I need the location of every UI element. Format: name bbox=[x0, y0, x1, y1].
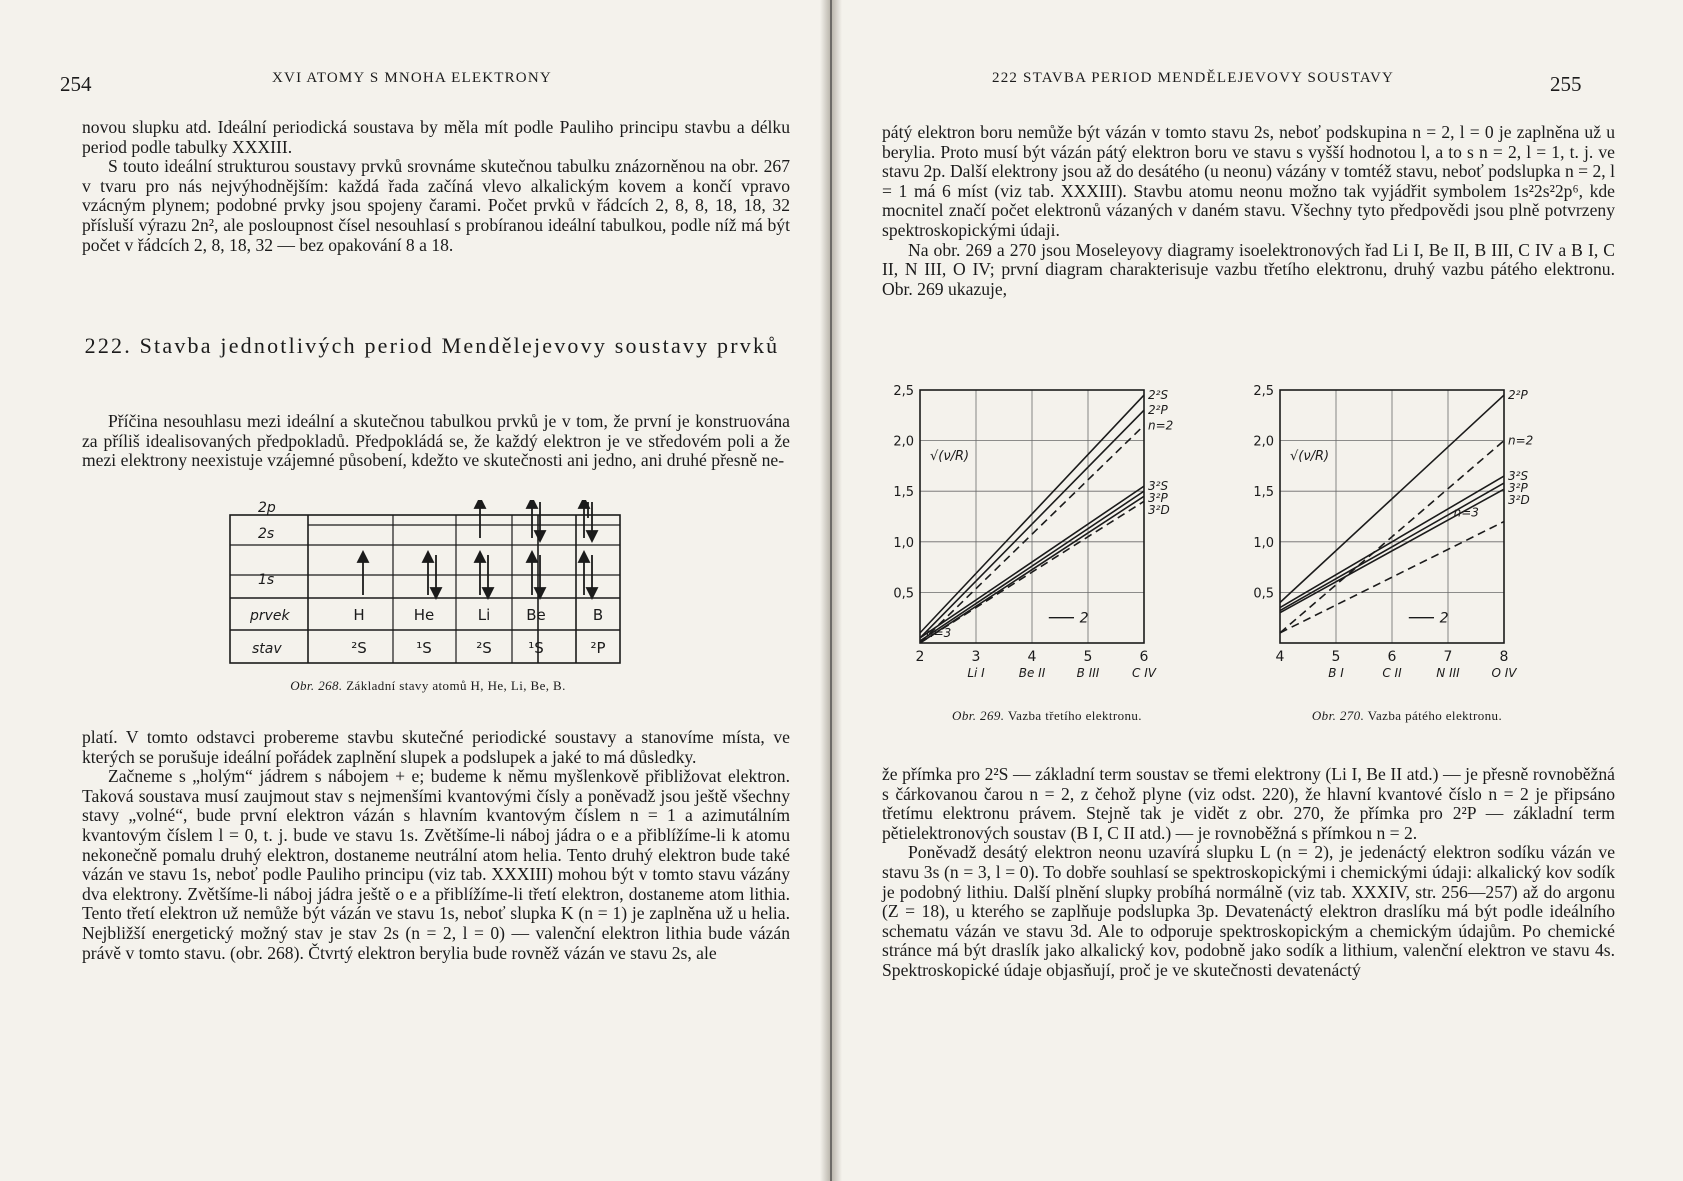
row-label-prvek: prvek bbox=[250, 608, 290, 624]
y-tick-label: 2,5 bbox=[893, 384, 914, 399]
y-tick-label: 0,5 bbox=[1253, 586, 1274, 602]
annotation-label: n=3 bbox=[1453, 505, 1479, 520]
section-heading: 222. Stavba jednotlivých period Mendělejevovy soustavy prvků bbox=[84, 333, 780, 358]
series-label: 3²P bbox=[1148, 491, 1168, 506]
x-category-label: C II bbox=[1382, 666, 1402, 680]
paragraph-block bbox=[82, 118, 790, 255]
state-cell: ¹S bbox=[528, 639, 544, 657]
running-head: 222 STAVBA PERIOD MENDĚLEJEVOVY SOUSTAVY bbox=[992, 70, 1395, 86]
x-tick-label: 4 bbox=[1275, 649, 1285, 665]
state-cell: ²S bbox=[476, 639, 492, 657]
x-tick-label: 8 bbox=[1499, 649, 1509, 665]
paragraph: S touto ideální strukturou soustavy prvků srovnáme skutečnou tabulku znázorněnou na obr. 267 v tvaru pro nás nejvýhodnějším: každá řada začíná vlevo alkalickým kovem a končí vpravo vzácným plynem; podobné prvky jsou spojeny čarami. Počet prvků v řádcích 2, 8, 8, 18, 18, 32 přísluší výrazu 2n², ale posloupnost čísel nesouhlasí s probíranou ideální tabulkou, podle níž má být počet v řádcích 2, 8, 18, 32 — bez opakování 8 a 18. bbox=[82, 156, 790, 255]
caption-label: Obr. 268. bbox=[290, 678, 343, 693]
element-cell: Be bbox=[526, 606, 546, 624]
paragraph: že přímka pro 2²S — základní term soustav se třemi elektrony (Li I, Be II atd.) — je přesně rovnoběžná s čárkovanou čarou n = 2, z čehož plyne (viz odst. 220), že hlavní kvantové číslo n = 2 je připsáno třetímu elektronu právem. Stejně tak je vidět z obr. 270, že přímka pro 2²P — základní term pětielektronových soustav (B I, C II atd.) — je rovnoběžná s přímkou n = 2. bbox=[882, 764, 1615, 843]
book-gutter bbox=[820, 0, 842, 1181]
figure-268-table bbox=[228, 500, 628, 670]
y-tick-label: 1,5 bbox=[1253, 485, 1274, 501]
element-cell: He bbox=[413, 606, 435, 624]
x-tick-label: 4 bbox=[1027, 649, 1037, 665]
paragraph-block bbox=[82, 412, 790, 471]
paragraph-block bbox=[882, 765, 1615, 981]
paragraph: Poněvadž desátý elektron neonu uzavírá slupku L (n = 2), je jedenáctý elektron sodíku vázán ve stavu 3s (n = 3, l = 0). To dobře souhlasí se spektroskopickými i chemickými údaji: alkalický kov sodík je podobný lithiu. Další plnění slupky probíhá normálně (viz tab. XXXIV, str. 256—257) až do argonu (Z = 18), u kterého se zaplňuje podslupka 3p. Devatenáctý elektron draslíku má být podle ideálního schematu vázán ve stavu 3d. Ale to odporuje spektroskopickým a chemickým údajům. Po chemické stránce má být draslík jako alkalický kov, podobně jako sodík a lithium, valenční elektron ve stavu 4s. Spektroskopické údaje objasňují, proč je ve skutečnosti devatenáctý bbox=[882, 842, 1615, 980]
x-tick-label: 7 bbox=[1443, 649, 1453, 665]
x-category-label: C IV bbox=[1132, 666, 1156, 680]
left-page bbox=[0, 0, 820, 1181]
state-cell: ²P bbox=[590, 639, 606, 657]
x-tick-label: 6 bbox=[1139, 649, 1149, 665]
y-tick-label: 1,0 bbox=[1253, 535, 1274, 551]
x-tick-label: 5 bbox=[1083, 649, 1093, 665]
element-cell: B bbox=[592, 606, 604, 624]
y-tick-label: 2,5 bbox=[1253, 384, 1274, 399]
x-tick-label: 5 bbox=[1331, 649, 1341, 665]
x-category-label: B I bbox=[1328, 666, 1344, 680]
page-number: 254 bbox=[60, 72, 92, 96]
x-tick-label: 2 bbox=[915, 649, 925, 665]
figure-270-caption bbox=[1242, 708, 1572, 724]
x-category-label: Be II bbox=[1018, 666, 1046, 680]
caption-label: Obr. 269. bbox=[952, 708, 1005, 723]
row-label-2p: 2p bbox=[258, 500, 276, 516]
x-category-label: O IV bbox=[1491, 666, 1517, 680]
row-label-1s: 1s bbox=[258, 572, 275, 588]
figure-269-chart bbox=[882, 378, 1212, 708]
right-page bbox=[842, 0, 1683, 1181]
state-cell: ²S bbox=[351, 639, 367, 657]
x-category-label: B III bbox=[1076, 666, 1100, 680]
x-tick-label: 3 bbox=[971, 649, 981, 665]
paragraph: Na obr. 269 a 270 jsou Moseleyovy diagramy isoelektronových řad Li I, Be II, B III, C IV a B I, C II, N III, O IV; první diagram charakterisuje vazbu třetího elektronu, druhý vazbu pátého elektronu. Obr. 269 ukazuje, bbox=[882, 239, 1615, 299]
x-category-label: Li I bbox=[967, 666, 985, 680]
series-label: 3²D bbox=[1148, 503, 1170, 518]
y-tick-label: 1,5 bbox=[893, 485, 914, 501]
series-label: 3²D bbox=[1508, 493, 1530, 508]
row-label-2s: 2s bbox=[258, 526, 275, 542]
paragraph: Začneme s „holým“ jádrem s nábojem + e; budeme k němu myšlenkově přibližovat elektron. Taková soustava musí zaujmout stav s nejmenšími kvantovými čísly a poněvadž jsou ještě všechny stavy „volné“, bude první elektron vázán s hlavním kvantovým číslem n = 1 a azimutálním kvantovým číslem l = 0, t. j. bude ve stavu 1s. Zvětšíme-li náboj jádra o e a přiblížíme-li k atomu nekonečně pomalu druhý elektron, dostaneme neutrální atom helia. Tento druhý elektron bude také vázán ve stavu 1s, neboť podle Pauliho principu (viz tab. XXXIII) mohou být v tomto stavu vázány dva elektrony. Zvětšíme-li náboj jádra ještě o e a přiblížíme-li třetí elektron, dostaneme atom lithia. Tento třetí elektron už nemůže být vázán ve stavu 1s, neboť slupka K (n = 1) je zaplněna už u helia. Nejbližší energetický možný stav je stav 2s (n = 2, l = 0) — valenční elektron lithia bude vázán právě v tomto stavu. (obr. 268). Čtvrtý elektron berylia bude rovněž vázán ve stavu 2s, ale bbox=[82, 766, 790, 963]
figure-269-caption bbox=[882, 708, 1212, 724]
paragraph: novou slupku atd. Ideální periodická soustava by měla mít podle Pauliho principu stavbu a délku period podle tabulky XXXIII. bbox=[82, 117, 790, 157]
y-tick-label: 2,0 bbox=[893, 434, 914, 450]
paragraph: Příčina nesouhlasu mezi ideální a skutečnou tabulkou prvků je v tom, že první je konstruována za příliš idealisovaných předpokladů. Předpokládá se, že každý elektron je ve středovém poli a že mezi elektrony neexistuje vzájemné působení, kdežto ve skutečnosti ani jedno, ani druhé přesně ne- bbox=[82, 411, 790, 471]
caption-text: Vazba pátého elektronu. bbox=[1367, 708, 1503, 723]
y-axis-label: √(ν/R) bbox=[1290, 449, 1330, 464]
caption-label: Obr. 270. bbox=[1311, 708, 1365, 723]
figure-268-caption bbox=[228, 678, 628, 694]
paragraph: pátý elektron boru nemůže být vázán v tomto stavu 2s, neboť podskupina n = 2, l = 0 je zaplněna už u berylia. Proto musí být vázán pátý elektron boru ve stavu s vyšší hodnotou l, a to s n = 2, l = 1, t. j. ve stavu 2p. Další elektrony jsou až do desátého (u neonu) vázány v tomtéž stavu, neboť podslupka n = 2, l = 1 má 6 míst (viz tab. XXXIII). Stavbu atomu neonu možno tak vyjádřit symbolem 1s²2s²2p⁶, kde mocnitel značí počet elektronů vázaných v daném stavu. Všechny tyto předpovědi jsou plně potvrzeny spektroskopickými údaji. bbox=[882, 122, 1615, 240]
element-cell: H bbox=[353, 606, 365, 624]
caption-text: Základní stavy atomů H, He, Li, Be, B. bbox=[346, 678, 566, 693]
series-label: 2²S bbox=[1148, 388, 1169, 403]
page-number: 255 bbox=[1550, 72, 1582, 96]
row-label-stav: stav bbox=[252, 641, 282, 657]
running-head: XVI ATOMY S MNOHA ELEKTRONY bbox=[272, 70, 552, 86]
state-cell: ¹S bbox=[416, 639, 432, 657]
y-tick-label: 1,0 bbox=[893, 535, 914, 551]
element-cell: Li bbox=[477, 606, 491, 624]
x-arrow-label: 2 bbox=[1079, 610, 1089, 627]
paragraph: platí. V tomto odstavci probereme stavbu skutečné periodické soustavy a stanovíme místa, ve kterých se porušuje ideální pořádek zaplnění slupek a podslupek a jaké to má důsledky. bbox=[82, 727, 790, 767]
series-label: 3²P bbox=[1508, 481, 1528, 496]
x-tick-label: 6 bbox=[1387, 649, 1397, 665]
y-axis-label: √(ν/R) bbox=[930, 449, 970, 464]
series-label: 2²P bbox=[1148, 403, 1168, 418]
annotation-label: n=3 bbox=[926, 626, 952, 640]
series-label: n=2 bbox=[1148, 418, 1174, 433]
paragraph-block bbox=[82, 728, 790, 963]
x-category-label: N III bbox=[1436, 666, 1460, 680]
figure-270-chart bbox=[1242, 378, 1572, 708]
series-label: 2²P bbox=[1508, 388, 1528, 403]
paragraph-block bbox=[882, 123, 1615, 299]
x-arrow-label: 2 bbox=[1439, 610, 1449, 627]
y-tick-label: 0,5 bbox=[893, 586, 914, 602]
caption-text: Vazba třetího elektronu. bbox=[1007, 708, 1142, 723]
series-label: n=2 bbox=[1508, 433, 1534, 448]
series-label: 3²S bbox=[1148, 479, 1169, 494]
series-label: 3²S bbox=[1508, 469, 1529, 484]
y-tick-label: 2,0 bbox=[1253, 434, 1274, 450]
